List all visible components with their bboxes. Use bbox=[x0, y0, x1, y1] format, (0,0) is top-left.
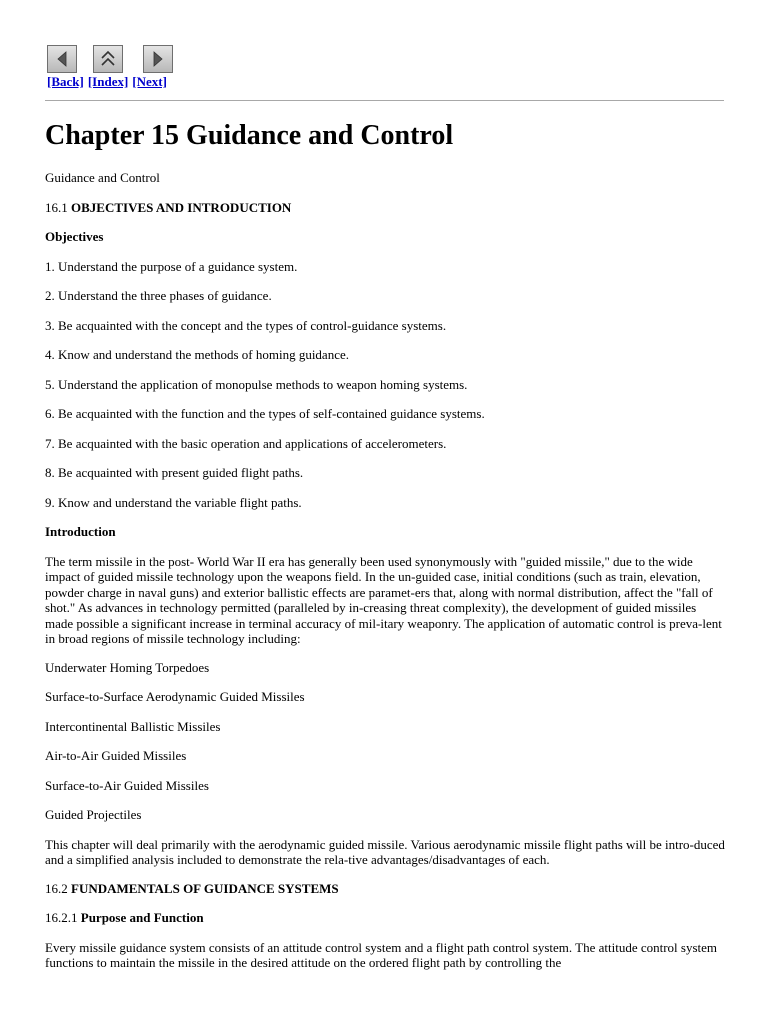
section-heading-16-2 bbox=[45, 881, 725, 897]
list-item: 1. Understand the purpose of a guidance system. bbox=[45, 258, 298, 274]
list-item: Surface-to-Air Guided Missiles bbox=[45, 777, 209, 793]
list-item: 7. Be acquainted with the basic operation and applications of accelerometers. bbox=[45, 435, 447, 451]
objectives-heading: Objectives bbox=[45, 229, 104, 244]
objectives-list bbox=[45, 259, 725, 511]
list-item: 8. Be acquainted with present guided flight paths. bbox=[45, 465, 304, 480]
list-item: Surface-to-Surface Aerodynamic Guided Missiles bbox=[45, 689, 305, 704]
chapter-scope-paragraph: This chapter will deal primarily with the aerodynamic guided missile. Various aerodynamic missile flight paths will be intro-duced and a simplified analysis included to demonstrate the rela-tive advantages/disadvantages of each. bbox=[45, 836, 725, 867]
list-item: 6. Be acquainted with the function and the types of self-contained guidance systems. bbox=[45, 406, 485, 421]
next-button[interactable] bbox=[143, 45, 173, 73]
section-number: 16.2.1 bbox=[45, 910, 78, 925]
next-link[interactable]: [Next] bbox=[132, 74, 167, 89]
section-heading-16-1 bbox=[45, 200, 725, 216]
section-number: 16.2 bbox=[45, 880, 68, 896]
back-button[interactable] bbox=[47, 45, 77, 73]
index-button[interactable] bbox=[93, 45, 123, 73]
page-title: Chapter 15 Guidance and Control bbox=[45, 120, 454, 151]
section-title: OBJECTIVES AND INTRODUCTION bbox=[71, 199, 292, 215]
arrow-right-icon bbox=[151, 50, 165, 68]
section-number: 16.1 bbox=[45, 199, 68, 215]
applications-list bbox=[45, 660, 725, 823]
list-item: Air-to-Air Guided Missiles bbox=[45, 748, 187, 763]
list-item: 3. Be acquainted with the concept and the types of control-guidance systems. bbox=[45, 317, 447, 333]
index-link[interactable]: [Index] bbox=[87, 74, 129, 89]
list-item: 4. Know and understand the methods of homing guidance. bbox=[45, 347, 349, 362]
list-item: 9. Know and understand the variable flight paths. bbox=[45, 494, 302, 510]
subtitle: Guidance and Control bbox=[45, 170, 160, 185]
nav-links bbox=[47, 74, 171, 90]
section-heading-16-2-1 bbox=[45, 910, 725, 926]
introduction-paragraph: The term missile in the post- World War II era has generally been used synonymously with "guided missile," due to the wide impact of guided missile technology upon the weapons field. In the un-guided case, initial conditions (such as train, elevation, powder charge in naval guns) and exterior ballistic effects are paramet-ers that, along with normal distribution, affect the "fall of shot." As advances in technology permitted (paralleled by in-creasing threat complexity), the development of guided missiles made possible a significant increase in terminal accuracy of mil-itary weaponry. The application of automatic control is preva-lent in broad regions of missile technology including: bbox=[45, 553, 722, 646]
list-item: Guided Projectiles bbox=[45, 807, 142, 822]
list-item: 2. Understand the three phases of guidance. bbox=[45, 288, 272, 303]
arrow-left-icon bbox=[55, 50, 69, 68]
section-title: FUNDAMENTALS OF GUIDANCE SYSTEMS bbox=[71, 880, 339, 896]
list-item: Underwater Homing Torpedoes bbox=[45, 659, 210, 675]
section-title: Purpose and Function bbox=[80, 910, 204, 925]
horizontal-rule bbox=[45, 100, 724, 101]
back-link[interactable]: [Back] bbox=[47, 74, 84, 89]
index-up-icon bbox=[99, 49, 117, 69]
list-item: Intercontinental Ballistic Missiles bbox=[45, 718, 221, 734]
purpose-paragraph: Every missile guidance system consists of an attitude control system and a flight path control system. The attitude control system functions to maintain the missile in the desired attitude on the ordered flight path by controlling the bbox=[45, 939, 718, 970]
list-item: 5. Understand the application of monopulse methods to weapon homing systems. bbox=[45, 376, 468, 392]
introduction-heading: Introduction bbox=[45, 524, 116, 539]
chapter-content bbox=[45, 170, 725, 984]
